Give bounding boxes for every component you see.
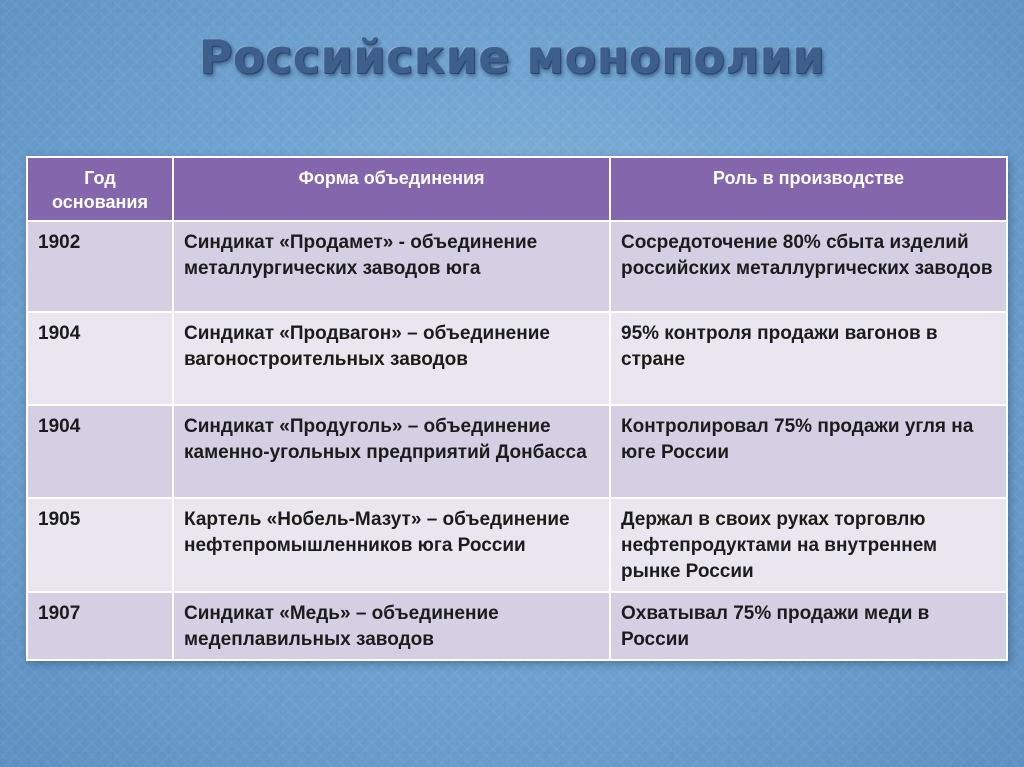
slide-title: Российские монополии (198, 30, 826, 84)
table-row (27, 405, 1007, 498)
monopolies-table (26, 156, 1008, 661)
cell-role: Контролировал 75% продажи угля на юге России (610, 405, 1007, 498)
cell-form: Синдикат «Медь» – объединение медеплавильных заводов (173, 592, 610, 660)
table-row (27, 312, 1007, 405)
cell-year: 1905 (27, 498, 173, 592)
cell-form: Синдикат «Продвагон» – объединение вагоностроительных заводов (173, 312, 610, 405)
header-form: Форма объединения (173, 157, 610, 221)
cell-year: 1904 (27, 312, 173, 405)
table-row (27, 498, 1007, 592)
table-body (27, 221, 1007, 660)
cell-role: Охватывал 75% продажи меди в России (610, 592, 1007, 660)
cell-form: Синдикат «Продамет» - объединение металлургических заводов юга (173, 221, 610, 312)
cell-role: Держал в своих руках торговлю нефтепродуктами на внутреннем рынке России (610, 498, 1007, 592)
header-year: Год основания (27, 157, 173, 221)
header-role: Роль в производстве (610, 157, 1007, 221)
cell-role: 95% контроля продажи вагонов в стране (610, 312, 1007, 405)
cell-form: Картель «Нобель-Мазут» – объединение нефтепромышленников юга России (173, 498, 610, 592)
table-row (27, 221, 1007, 312)
cell-form: Синдикат «Продуголь» – объединение каменно-угольных предприятий Донбасса (173, 405, 610, 498)
cell-year: 1902 (27, 221, 173, 312)
table-row (27, 592, 1007, 660)
header-row (27, 157, 1007, 221)
table-header (27, 157, 1007, 221)
cell-year: 1907 (27, 592, 173, 660)
cell-year: 1904 (27, 405, 173, 498)
cell-role: Сосредоточение 80% сбыта изделий российских металлургических заводов (610, 221, 1007, 312)
